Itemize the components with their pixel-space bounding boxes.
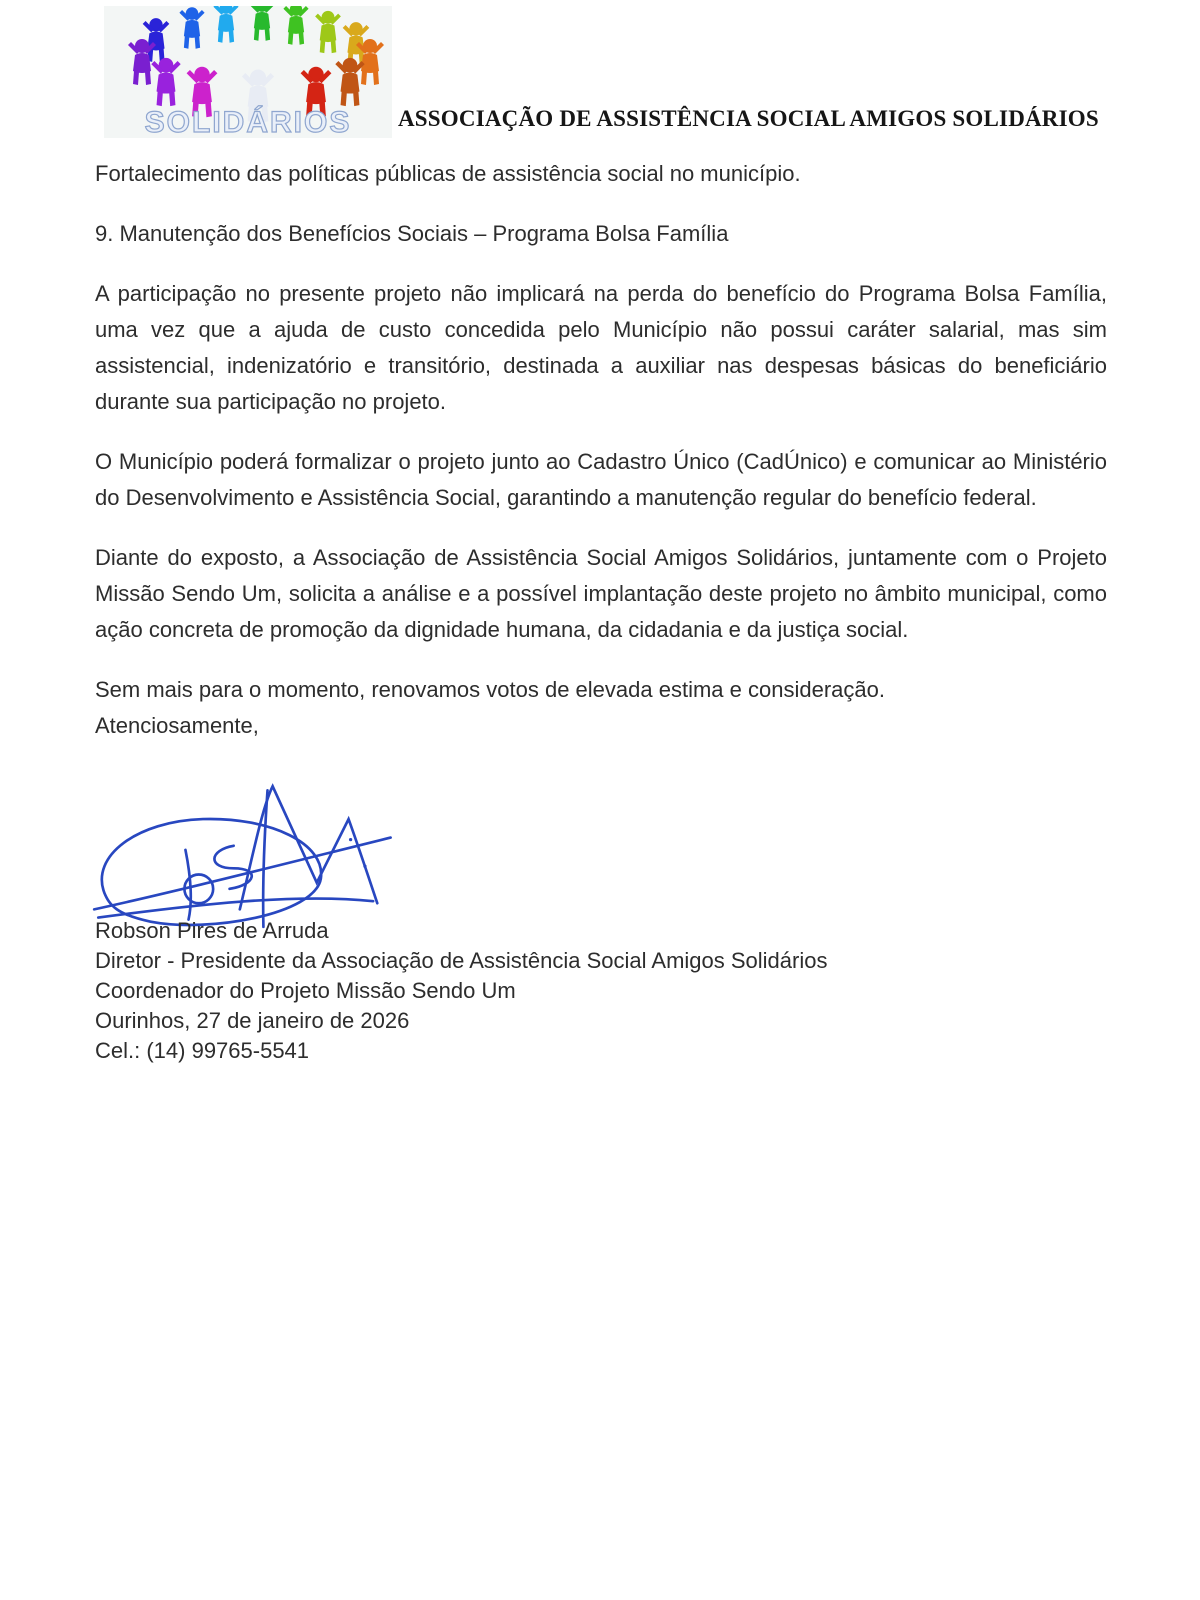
organization-title: ASSOCIAÇÃO DE ASSISTÊNCIA SOCIAL AMIGOS SOLIDÁRIOS xyxy=(398,106,1099,131)
signature-icon xyxy=(88,778,406,932)
place-and-date: Ourinhos, 27 de janeiro de 2026 xyxy=(95,1008,410,1033)
letter-body xyxy=(95,156,1107,744)
logo-caption: SOLIDÁRIOS xyxy=(144,106,352,138)
paragraph-3: Diante do exposto, a Associação de Assistência Social Amigos Solidários, juntamente com o Projeto Missão Sendo Um, solicita a análise e a possível implantação deste projeto no âmbito municipal, como ação concreta de promoção da dignidade humana, da cidadania e da justiça social. xyxy=(95,545,1107,642)
signer-name: Robson Pires de Arruda xyxy=(95,918,329,943)
signer-role: Coordenador do Projeto Missão Sendo Um xyxy=(95,978,516,1003)
figure-green xyxy=(249,6,274,41)
salutation: Atenciosamente, xyxy=(95,713,259,738)
signature-block xyxy=(95,916,827,1066)
section-heading: 9. Manutenção dos Benefícios Sociais – Programa Bolsa Família xyxy=(95,221,729,246)
people-circle-icon xyxy=(104,6,392,138)
closing-line: Sem mais para o momento, renovamos votos de elevada estima e consideração. xyxy=(95,677,885,702)
figure-redbrown xyxy=(335,58,364,106)
figure-yellowgreen xyxy=(315,11,341,53)
phone-number: Cel.: (14) 99765-5541 xyxy=(95,1038,310,1063)
figure-violet xyxy=(151,58,180,106)
signer-title: Diretor - Presidente da Associação de Assistência Social Amigos Solidários xyxy=(95,948,828,973)
paragraph-1: A participação no presente projeto não implicará na perda do benefício do Programa Bolsa Família, uma vez que a ajuda de custo concedida pelo Município não possui caráter salarial, mas sim assistencial, indenizatório e transitório, destinada a auxiliar nas despesas básicas do beneficiário durante sua participação no projeto. xyxy=(95,281,1107,414)
solidarios-logo xyxy=(104,6,392,138)
figure-lightgreen xyxy=(283,6,308,45)
paragraph-2: O Município poderá formalizar o projeto junto ao Cadastro Único (CadÚnico) e comunicar ao Ministério do Desenvolvimento e Assistência Social, garantindo a manutenção regular do benefício federal. xyxy=(95,449,1107,510)
figure-cyan xyxy=(213,6,238,43)
figure-purple xyxy=(128,39,156,85)
handwritten-signature xyxy=(88,778,406,932)
intro-line: Fortalecimento das políticas públicas de assistência social no município. xyxy=(95,161,801,186)
figure-blue xyxy=(179,7,204,48)
